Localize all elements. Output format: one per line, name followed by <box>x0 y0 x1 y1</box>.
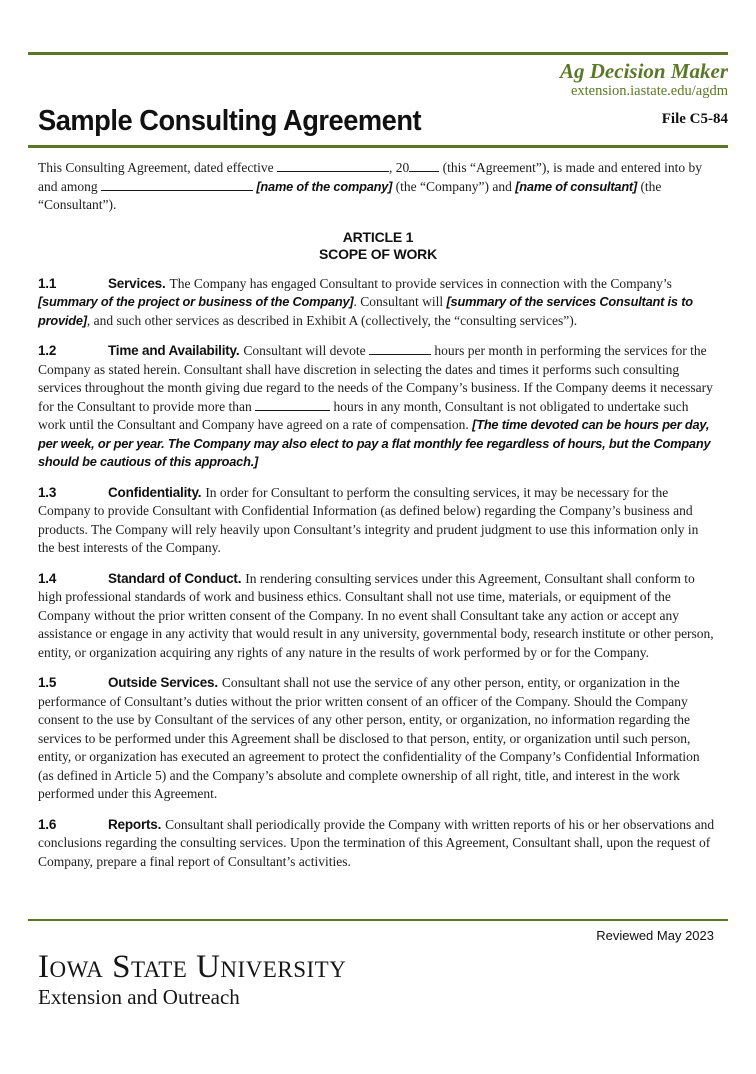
placeholder-text: [The time devoted can be hours per day, per week, or per year. The Company may also elect to pay a flat monthly fee regardless of hours, but the Company should be cautious of this approach.] <box>38 417 711 469</box>
article-label: ARTICLE 1 <box>342 228 414 245</box>
article-heading <box>28 229 728 263</box>
top-divider <box>28 52 728 55</box>
text-run: (the “Company”) and <box>392 178 516 194</box>
section-number: 1.1 <box>38 275 57 291</box>
text-run: , and such other services as described in Exhibit A (collectively, the “consulting services”). <box>86 312 578 328</box>
section-number: 1.6 <box>38 816 57 832</box>
document-header <box>28 58 728 138</box>
text-run: In order for Consultant to perform the consulting services, it may be necessary for the Company to provide Consultant with Confidential Information (as defined below) regarding the Company’s business and products. The Company will rely heavily upon Consultant’s integrity and prudent judgment to use this information only in the best interests of the Company. <box>38 484 699 555</box>
footer-padding <box>28 1010 728 1074</box>
text-run: hours per month in performing the services for the Company as stated herein. Consultant shall have discretion in selecting the dates and times it performs such consulting services throughout the month giving due regard to the needs of the Company’s business. If the Company deems it necessary for the Consultant to provide more than <box>38 343 713 414</box>
placeholder-text: [summary of the project or business of the Company] <box>38 294 354 309</box>
placeholder-text: [name of consultant] <box>515 178 638 194</box>
section-heading: Reports. <box>108 816 162 832</box>
blank-fill-line <box>101 178 253 191</box>
text-run: . Consultant will <box>353 294 447 309</box>
section-number: 1.2 <box>38 343 57 358</box>
section-1-5 <box>38 674 718 804</box>
blank-fill-line <box>409 159 439 172</box>
text-run: Consultant shall periodically provide the Company with written reports of his or her observations and conclusions regarding the consulting services. Upon the termination of this Agreement, Consultant shall, upon the request of Company, prepare a final report of Consultant’s activities. <box>38 816 715 869</box>
section-number: 1.3 <box>38 484 57 500</box>
file-label: File C5-84 <box>661 111 728 128</box>
intro-paragraph <box>38 159 718 215</box>
section-number: 1.4 <box>38 570 57 586</box>
brand-title: Ag Decision Maker <box>560 59 728 83</box>
text-run: In rendering consulting services under this Agreement, Consultant shall conform to high professional standards of work and business ethics. Consultant shall not use time, materials, or equipment of the Company without the prior written consent of the Company. In no event shall Consultant take any action or accept any assistance or engage in any activity that would result in any university, governmental body, research institute or other person, entity, or organization acquiring any rights of any nature in the results of work performed by or for the Company. <box>38 570 714 660</box>
text-run: (the “Consultant”). <box>38 178 662 212</box>
page-title: Sample Consulting Agreement <box>38 105 422 137</box>
blank-fill-line <box>277 159 389 172</box>
brand-url: extension.iastate.edu/agdm <box>570 83 728 100</box>
text-run: The Company has engaged Consultant to provide services in connection with the Company’s <box>169 275 672 291</box>
university-unit: Extension and Outreach <box>38 985 240 1009</box>
placeholder-text: [name of the company] <box>256 178 393 194</box>
section-1-4 <box>38 570 718 663</box>
section-heading: Standard of Conduct. <box>108 570 242 586</box>
text-run: , 20 <box>388 160 410 175</box>
text-run: (this “Agreement”), is made and entered into by and among <box>38 160 702 194</box>
text-run: Consultant shall not use the service of any other person, entity, or organization in the performance of Consultant’s duties without the prior written consent of an officer of the Company. Should the Company consent to the use by Consultant of the services of any other person, entity, or organization, no information regarding the services to be performed under this Agreement shall be disclosed to that person, entity, or organization until such person, entity, or organization has executed an agreement to protect the confidentiality of the Company’s Confidential Information (as defined in Article 5) and the Company’s absolute and complete ownership of all right, title, and interest in the work performed under this Agreement. <box>38 675 700 801</box>
university-wordmark: Iowa State University <box>38 949 347 985</box>
blank-fill-line <box>369 342 431 355</box>
footer-divider <box>28 919 728 921</box>
section-1-3 <box>38 484 718 558</box>
placeholder-text: [summary of the services Consultant is to provide] <box>38 294 693 328</box>
section-1-1 <box>38 275 718 331</box>
brand-block <box>560 60 728 128</box>
section-1-6 <box>38 816 718 872</box>
section-body <box>38 343 713 469</box>
section-number: 1.5 <box>38 675 57 690</box>
text-run: Consultant will devote <box>243 343 370 358</box>
text-run: hours in any month, Consultant is not obligated to undertake such work until the Consultant and Company have agreed on a rate of compensation. <box>38 398 689 432</box>
section-heading: Confidentiality. <box>108 484 202 500</box>
header-divider <box>28 145 728 148</box>
section-body <box>38 675 700 801</box>
reviewed-date: Reviewed May 2023 <box>596 928 714 943</box>
section-heading: Time and Availability. <box>108 343 240 358</box>
section-heading: Services. <box>108 275 166 291</box>
document-footer <box>28 919 728 1074</box>
text-run: This Consulting Agreement, dated effective <box>38 160 277 175</box>
section-1-2 <box>38 342 718 472</box>
article-title: SCOPE OF WORK <box>319 245 437 262</box>
section-heading: Outside Services. <box>108 675 218 690</box>
blank-fill-line <box>255 398 330 411</box>
